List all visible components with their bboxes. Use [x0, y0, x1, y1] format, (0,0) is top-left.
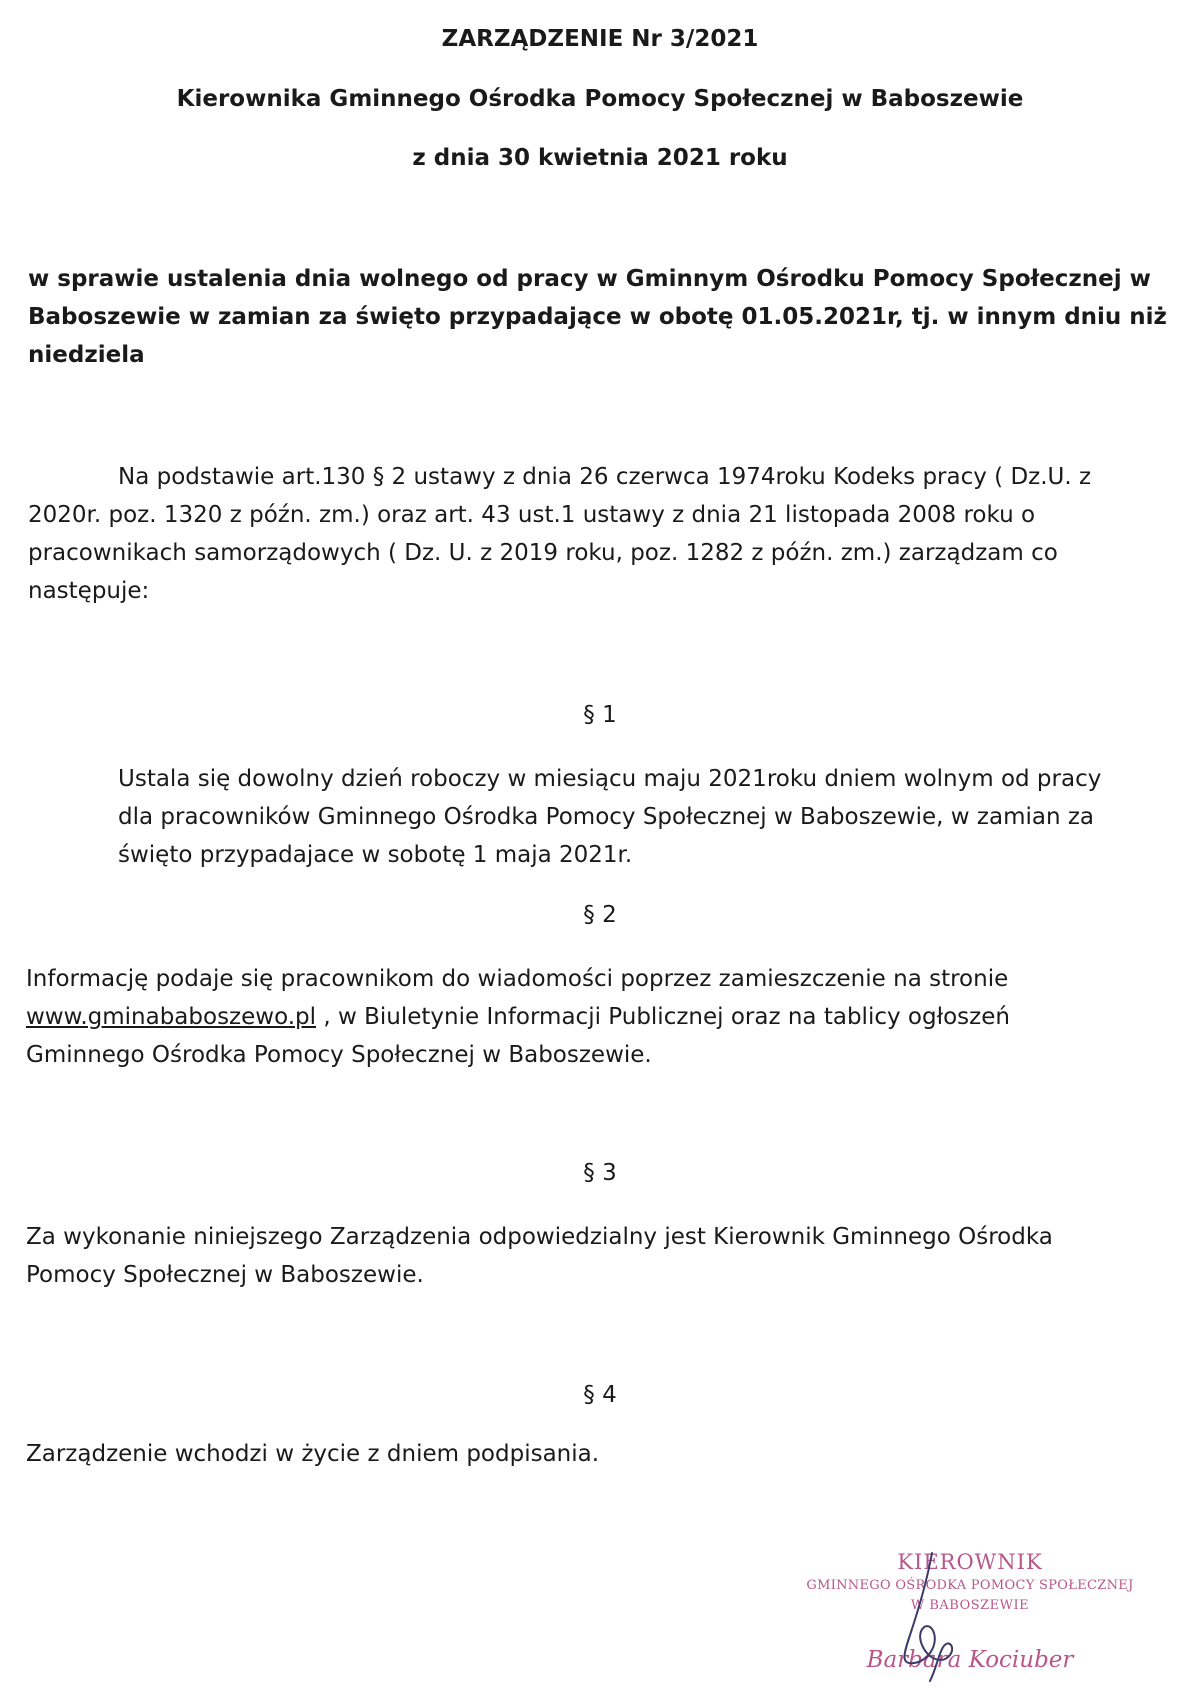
website-link[interactable]: www.gminababoszewo.pl	[26, 1004, 317, 1030]
subject-line: w sprawie ustalenia dnia wolnego od pracy w Gminnym Ośrodku Pomocy Społecznej w	[28, 266, 1151, 292]
section-2-text	[26, 960, 1176, 1074]
stamp-title: KIEROWNIK	[897, 1550, 1043, 1574]
section-3-text	[26, 1218, 1176, 1294]
section-1-line: Ustala się dowolny dzień roboczy w miesiącu maju 2021roku dniem wolnym od pracy	[118, 766, 1102, 792]
subject-line: Baboszewie w zamian za święto przypadające w obotę 01.05.2021r, tj. w innym dniu niż	[28, 304, 1167, 330]
signature-stroke	[905, 1553, 953, 1681]
section-1-text	[118, 760, 1178, 874]
stamp-name: Barbara Kociuber	[866, 1647, 1074, 1673]
document-subject	[28, 260, 1167, 374]
document-date: z dnia 30 kwietnia 2021 roku	[412, 145, 788, 171]
handwritten-signature	[870, 1545, 990, 1685]
document-issuer: Kierownika Gminnego Ośrodka Pomocy Społecznej w Baboszewie	[176, 86, 1024, 112]
section-2-line: Gminnego Ośrodka Pomocy Społecznej w Baboszewie.	[26, 1042, 652, 1068]
section-1-mark: § 1	[583, 702, 617, 728]
section-3-line: Za wykonanie niniejszego Zarządzenia odpowiedzialny jest Kierownik Gminnego Ośrodka	[26, 1224, 1053, 1250]
basis-line: następuje:	[28, 578, 150, 604]
section-4-text	[26, 1435, 1176, 1473]
section-4-line: Zarządzenie wchodzi w życie z dniem podpisania.	[26, 1441, 600, 1467]
section-2-line	[26, 998, 1176, 1036]
basis-line: 2020r. poz. 1320 z późn. zm.) oraz art. 43 ust.1 ustawy z dnia 21 listopada 2008 roku o	[28, 502, 1036, 528]
section-1-line: dla pracowników Gminnego Ośrodka Pomocy Społecznej w Baboszewie, w zamian za	[118, 804, 1095, 830]
section-4-mark: § 4	[583, 1382, 617, 1408]
subject-line: niedziela	[28, 342, 145, 368]
legal-basis-paragraph	[28, 458, 1168, 610]
stamp-institution: GMINNEGO OŚRODKA POMOCY SPOŁECZNEJ	[806, 1578, 1134, 1593]
section-3-mark: § 3	[583, 1160, 617, 1186]
document-title: ZARZĄDZENIE Nr 3/2021	[441, 26, 759, 52]
basis-line: pracownikach samorządowych ( Dz. U. z 2019 roku, poz. 1282 z późn. zm.) zarządzam co	[28, 540, 1058, 566]
stamp-location: W BABOSZEWIE	[910, 1598, 1030, 1613]
basis-line: Na podstawie art.130 § 2 ustawy z dnia 26 czerwca 1974roku Kodeks pracy ( Dz.U. z	[118, 464, 1092, 490]
section-3-line: Pomocy Społecznej w Baboszewie.	[26, 1262, 424, 1288]
section-2-mark: § 2	[583, 902, 617, 928]
section-2-line: Informację podaje się pracownikom do wiadomości poprzez zamieszczenie na stronie	[26, 966, 1009, 992]
section-1-line: święto przypadajace w sobotę 1 maja 2021r.	[118, 842, 633, 868]
section-2-line-rest: , w Biuletynie Informacji Publicznej oraz na tablicy ogłoszeń	[316, 1004, 1010, 1030]
